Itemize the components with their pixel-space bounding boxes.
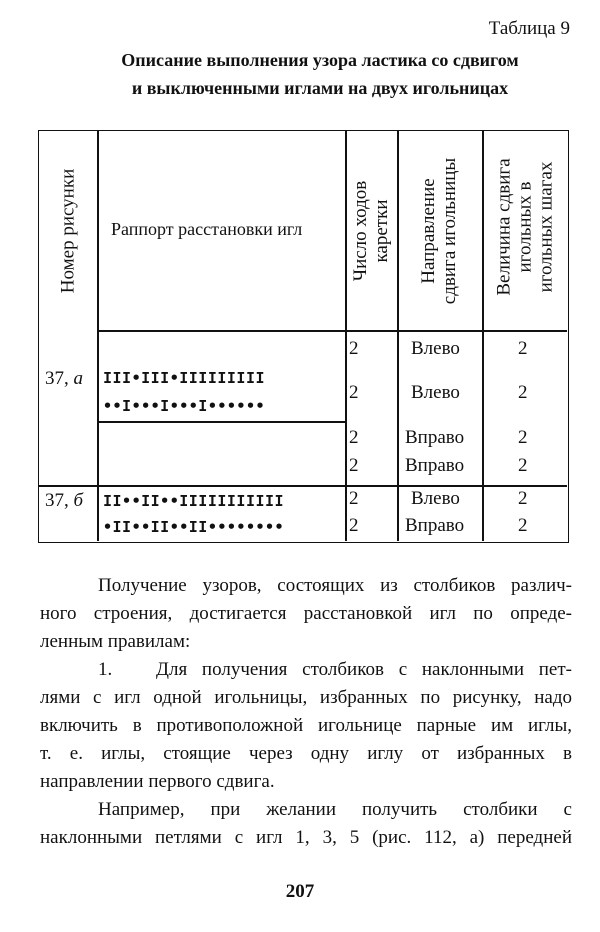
- col-divider: [97, 131, 99, 541]
- paragraph-1: [40, 572, 572, 656]
- row-4-shift: 2: [518, 455, 528, 476]
- col-divider: [345, 131, 347, 541]
- row-6-shift: 2: [518, 515, 528, 536]
- paragraph-3: [40, 796, 572, 852]
- row-1-passes: 2: [349, 338, 359, 359]
- needle-pattern-a-1: III•III•IIIIIIIII: [103, 369, 266, 387]
- text-line: ленным правилам:: [40, 631, 191, 652]
- text-line: направлении первого сдвига.: [40, 771, 275, 792]
- text-line: наклонными петлями с игл 1, 3, 5 (рис. 112, а) передней: [40, 827, 572, 848]
- list-number: 1.: [98, 659, 113, 680]
- col-divider: [482, 131, 484, 541]
- table-title: [60, 46, 580, 102]
- header-divider: [97, 330, 567, 332]
- row-1-direction: Влево: [411, 338, 460, 359]
- title-line-2: и выключенными иглами на двух игольницах: [131, 78, 509, 98]
- row-4-direction: Вправо: [405, 455, 465, 476]
- text-line: 1. Для получения столбиков с наклонными пет-: [40, 656, 572, 684]
- text-line: включить в противоположной игольнице парные им иглы,: [40, 715, 572, 736]
- row-divider: [39, 485, 567, 487]
- needle-pattern-b-1: II••II••IIIIIIIIIII: [103, 492, 285, 510]
- header-shift: Величина сдвига игольных в игольных шагах: [493, 158, 557, 296]
- row-5-direction: Влево: [411, 488, 460, 509]
- row-3-passes: 2: [349, 427, 359, 448]
- row-divider: [97, 421, 346, 423]
- row-6-direction: Вправо: [405, 515, 465, 536]
- title-line-1: Описание выполнения узора ластика со сдвигом: [121, 50, 519, 70]
- row-5-passes: 2: [349, 488, 359, 509]
- row-1-shift: 2: [518, 338, 528, 359]
- header-passes: Число ходов каретки: [350, 180, 392, 282]
- text-line: ного строения, достигается расстановкой игл по опреде-: [40, 603, 572, 624]
- row-2-passes: 2: [349, 382, 359, 403]
- text-line: Получение узоров, состоящих из столбиков различ-: [98, 575, 572, 596]
- row-3-direction: Вправо: [405, 427, 465, 448]
- table-label: Таблица 9: [488, 18, 570, 39]
- row-3-shift: 2: [518, 427, 528, 448]
- page-number: 207: [285, 881, 315, 902]
- text-line: т. е. иглы, стоящие через одну иглу от избранных в: [40, 743, 572, 764]
- pattern-table: [38, 130, 569, 543]
- needle-pattern-a-2: ••I•••I•••I••••••: [103, 397, 266, 415]
- figure-37b: 37, б: [45, 490, 84, 511]
- header-figure: Номер рисунки: [57, 168, 79, 294]
- row-2-shift: 2: [518, 382, 528, 403]
- figure-37a: 37, а: [45, 368, 83, 389]
- row-2-direction: Влево: [411, 382, 460, 403]
- needle-pattern-b-2: •II••II••II••••••••: [103, 518, 285, 536]
- row-6-passes: 2: [349, 515, 359, 536]
- text-line: лями с игл одной игольницы, избранных по рисунку, надо: [40, 687, 572, 708]
- row-4-passes: 2: [349, 455, 359, 476]
- header-raport: Раппорт расстановки игл: [111, 219, 303, 239]
- header-direction: Направление сдвига игольницы: [418, 157, 460, 305]
- text-line: Например, при желании получить столбики с: [98, 799, 572, 820]
- paragraph-2: [40, 656, 572, 796]
- row-5-shift: 2: [518, 488, 528, 509]
- col-divider: [397, 131, 399, 541]
